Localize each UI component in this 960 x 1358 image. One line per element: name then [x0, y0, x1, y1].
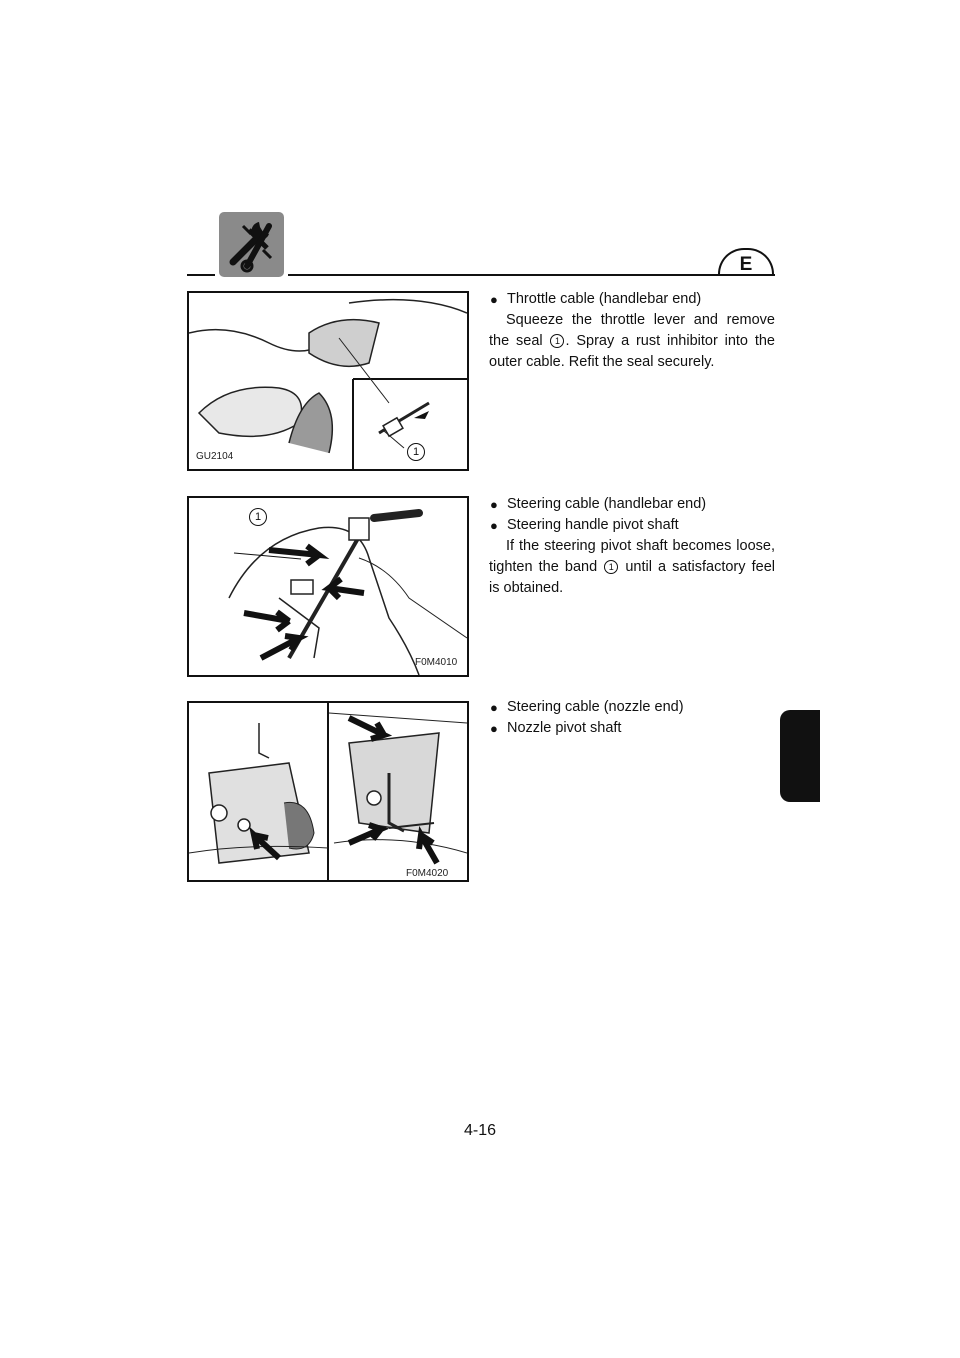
figure-throttle-cable — [187, 291, 469, 471]
instruction-paragraph: Squeeze the throttle lever and remove the seal 1 . Spray a rust inhibitor into the outer cable. Refit the seal securely. — [489, 312, 775, 370]
section-throttle-cable — [489, 289, 775, 373]
language-badge: E — [718, 248, 774, 274]
figure-code: F0M4010 — [415, 657, 458, 668]
bullet-icon: ● — [490, 518, 498, 533]
bullet-icon: ● — [490, 721, 498, 736]
figure-steering-handle — [187, 496, 469, 677]
reference-number: 1 — [604, 560, 618, 574]
callout-number: 1 — [407, 443, 425, 461]
figure-code: GU2104 — [196, 451, 234, 462]
bullet-item: ● Steering cable (nozzle end) — [489, 697, 775, 718]
bullet-icon: ● — [490, 700, 498, 715]
reference-number: 1 — [550, 334, 564, 348]
chapter-tab — [780, 710, 820, 802]
bullet-icon: ● — [490, 497, 498, 512]
bullet-item: ● Steering handle pivot shaft — [489, 515, 775, 536]
section-steering-handle — [489, 494, 775, 599]
tools-icon — [219, 212, 284, 277]
figure-nozzle — [187, 701, 469, 882]
bullet-item: ● Throttle cable (handlebar end) — [489, 289, 775, 310]
callout-number: 1 — [249, 508, 267, 526]
instruction-paragraph: If the steering pivot shaft becomes loose, tighten the band 1 until a satisfactory feel is obtained. — [489, 538, 775, 596]
bullet-icon: ● — [490, 292, 498, 307]
figure-code: F0M4020 — [406, 868, 449, 879]
page-number: 4-16 — [463, 1122, 497, 1139]
header-rule — [187, 274, 215, 276]
header-rule — [288, 274, 775, 276]
section-nozzle — [489, 697, 775, 739]
bullet-item: ● Nozzle pivot shaft — [489, 718, 775, 739]
bullet-item: ● Steering cable (handlebar end) — [489, 494, 775, 515]
